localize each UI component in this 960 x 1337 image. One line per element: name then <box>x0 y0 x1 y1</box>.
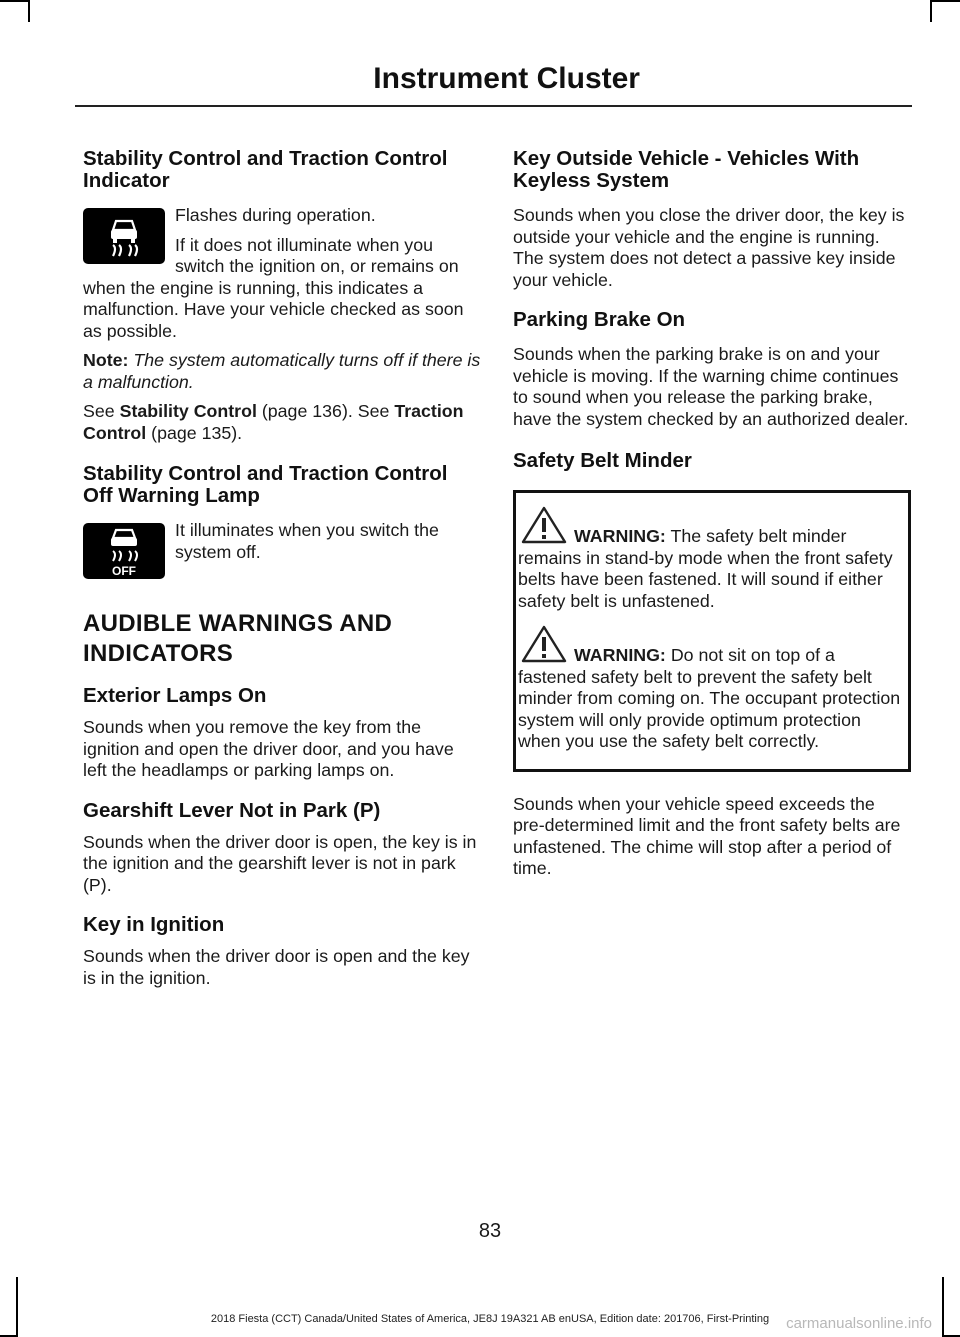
warning-triangle-icon <box>520 624 568 664</box>
stability-off-text: It illuminates when you switch the system off. <box>175 520 439 562</box>
right-column <box>513 148 911 880</box>
header-divider <box>75 105 912 107</box>
warning-triangle-icon <box>520 505 568 545</box>
page-ref-136: (page 136). See <box>261 401 390 421</box>
stability-off-icon <box>83 523 165 579</box>
safety-belt-minder-heading: Safety Belt Minder <box>513 449 692 472</box>
warning-1-text <box>518 505 904 612</box>
parking-brake-text: Sounds when the parking brake is on and your vehicle is moving. If the warning chime continues to sound when you release the parking brake, have the system checked by an authorized dealer. <box>513 344 909 429</box>
warning-box <box>513 490 911 772</box>
warning-2-text <box>518 624 904 753</box>
key-outside-text: Sounds when you close the driver door, the key is outside your vehicle and the engine is running. The system does not detect a passive key inside your vehicle. <box>513 205 905 290</box>
note-text: The system automatically turns off if there is a malfunction. <box>83 350 481 392</box>
stability-indicator-text-1: Flashes during operation. <box>175 205 376 225</box>
watermark: carmanualsonline.info <box>786 1315 932 1332</box>
see-label: See <box>83 401 115 421</box>
page-ref-135: (page 135). <box>151 422 243 443</box>
warning-2-body: Do not sit on top of a fastened safety belt to prevent the safety belt minder from coming on. The occupant protection system will only provide optimum protection when you use the safety belt correctly. <box>518 645 901 751</box>
key-in-ignition-heading: Key in Ignition <box>83 913 225 936</box>
crop-mark <box>28 0 30 22</box>
parking-brake-heading: Parking Brake On <box>513 308 686 331</box>
crop-mark <box>930 0 960 2</box>
crop-mark <box>16 1277 18 1337</box>
warning-2-label: WARNING: <box>574 645 666 665</box>
gearshift-heading: Gearshift Lever Not in Park (P) <box>83 798 381 822</box>
warning-1 <box>518 505 904 612</box>
off-icon-label: OFF <box>112 564 136 578</box>
section-heading-line-2: INDICATORS <box>83 640 234 667</box>
key-outside-heading: Key Outside Vehicle - Vehicles With Keyless System <box>513 147 860 192</box>
exterior-lamps-text: Sounds when you remove the key from the ignition and open the driver door, and you have left the headlamps or parking lamps on. <box>83 717 454 780</box>
safety-belt-minder-text: Sounds when your vehicle speed exceeds the pre-determined limit and the front safety belts are unfastened. The chime will stop after a period of time. <box>513 793 901 878</box>
stability-indicator-text-2: If it does not illuminate when you switch the ignition on, or remains on when the engine is running, this indicates a malfunction. Have your vehicle checked as soon as possible. <box>83 234 464 341</box>
stability-control-icon <box>83 208 165 264</box>
stability-control-link[interactable]: Stability Control <box>119 401 257 421</box>
key-in-ignition-text: Sounds when the driver door is open and the key is in the ignition. <box>83 946 470 988</box>
crop-mark <box>942 1277 944 1337</box>
warning-1-body: The safety belt minder remains in stand-by mode when the front safety belts have been fastened. It will sound if either safety belt is unfastened. <box>518 526 893 611</box>
cross-reference <box>83 401 481 444</box>
traction-control-link[interactable]: Traction Control <box>83 401 464 443</box>
crop-mark <box>0 0 30 2</box>
stability-off-heading: Stability Control and Traction Control Off Warning Lamp <box>83 462 448 507</box>
crop-mark <box>930 0 932 22</box>
note <box>83 350 481 393</box>
edition-info: 2018 Fiesta (CCT) Canada/United States of America, JE8J 19A321 AB enUSA, Edition date: 201706, First-Printing <box>210 1313 770 1325</box>
exterior-lamps-heading: Exterior Lamps On <box>83 684 267 707</box>
warning-1-label: WARNING: <box>574 526 666 546</box>
section-heading-line-1: AUDIBLE WARNINGS AND <box>83 610 393 637</box>
warning-2 <box>518 624 904 753</box>
page-number: 83 <box>478 1220 502 1242</box>
left-column <box>83 148 481 989</box>
note-label: Note: <box>83 350 129 370</box>
page-title: Instrument Cluster <box>373 62 640 95</box>
gearshift-text: Sounds when the driver door is open, the key is in the ignition and the gearshift lever is not in park (P). <box>83 831 477 895</box>
stability-indicator-heading: Stability Control and Traction Control Indicator <box>83 147 448 192</box>
